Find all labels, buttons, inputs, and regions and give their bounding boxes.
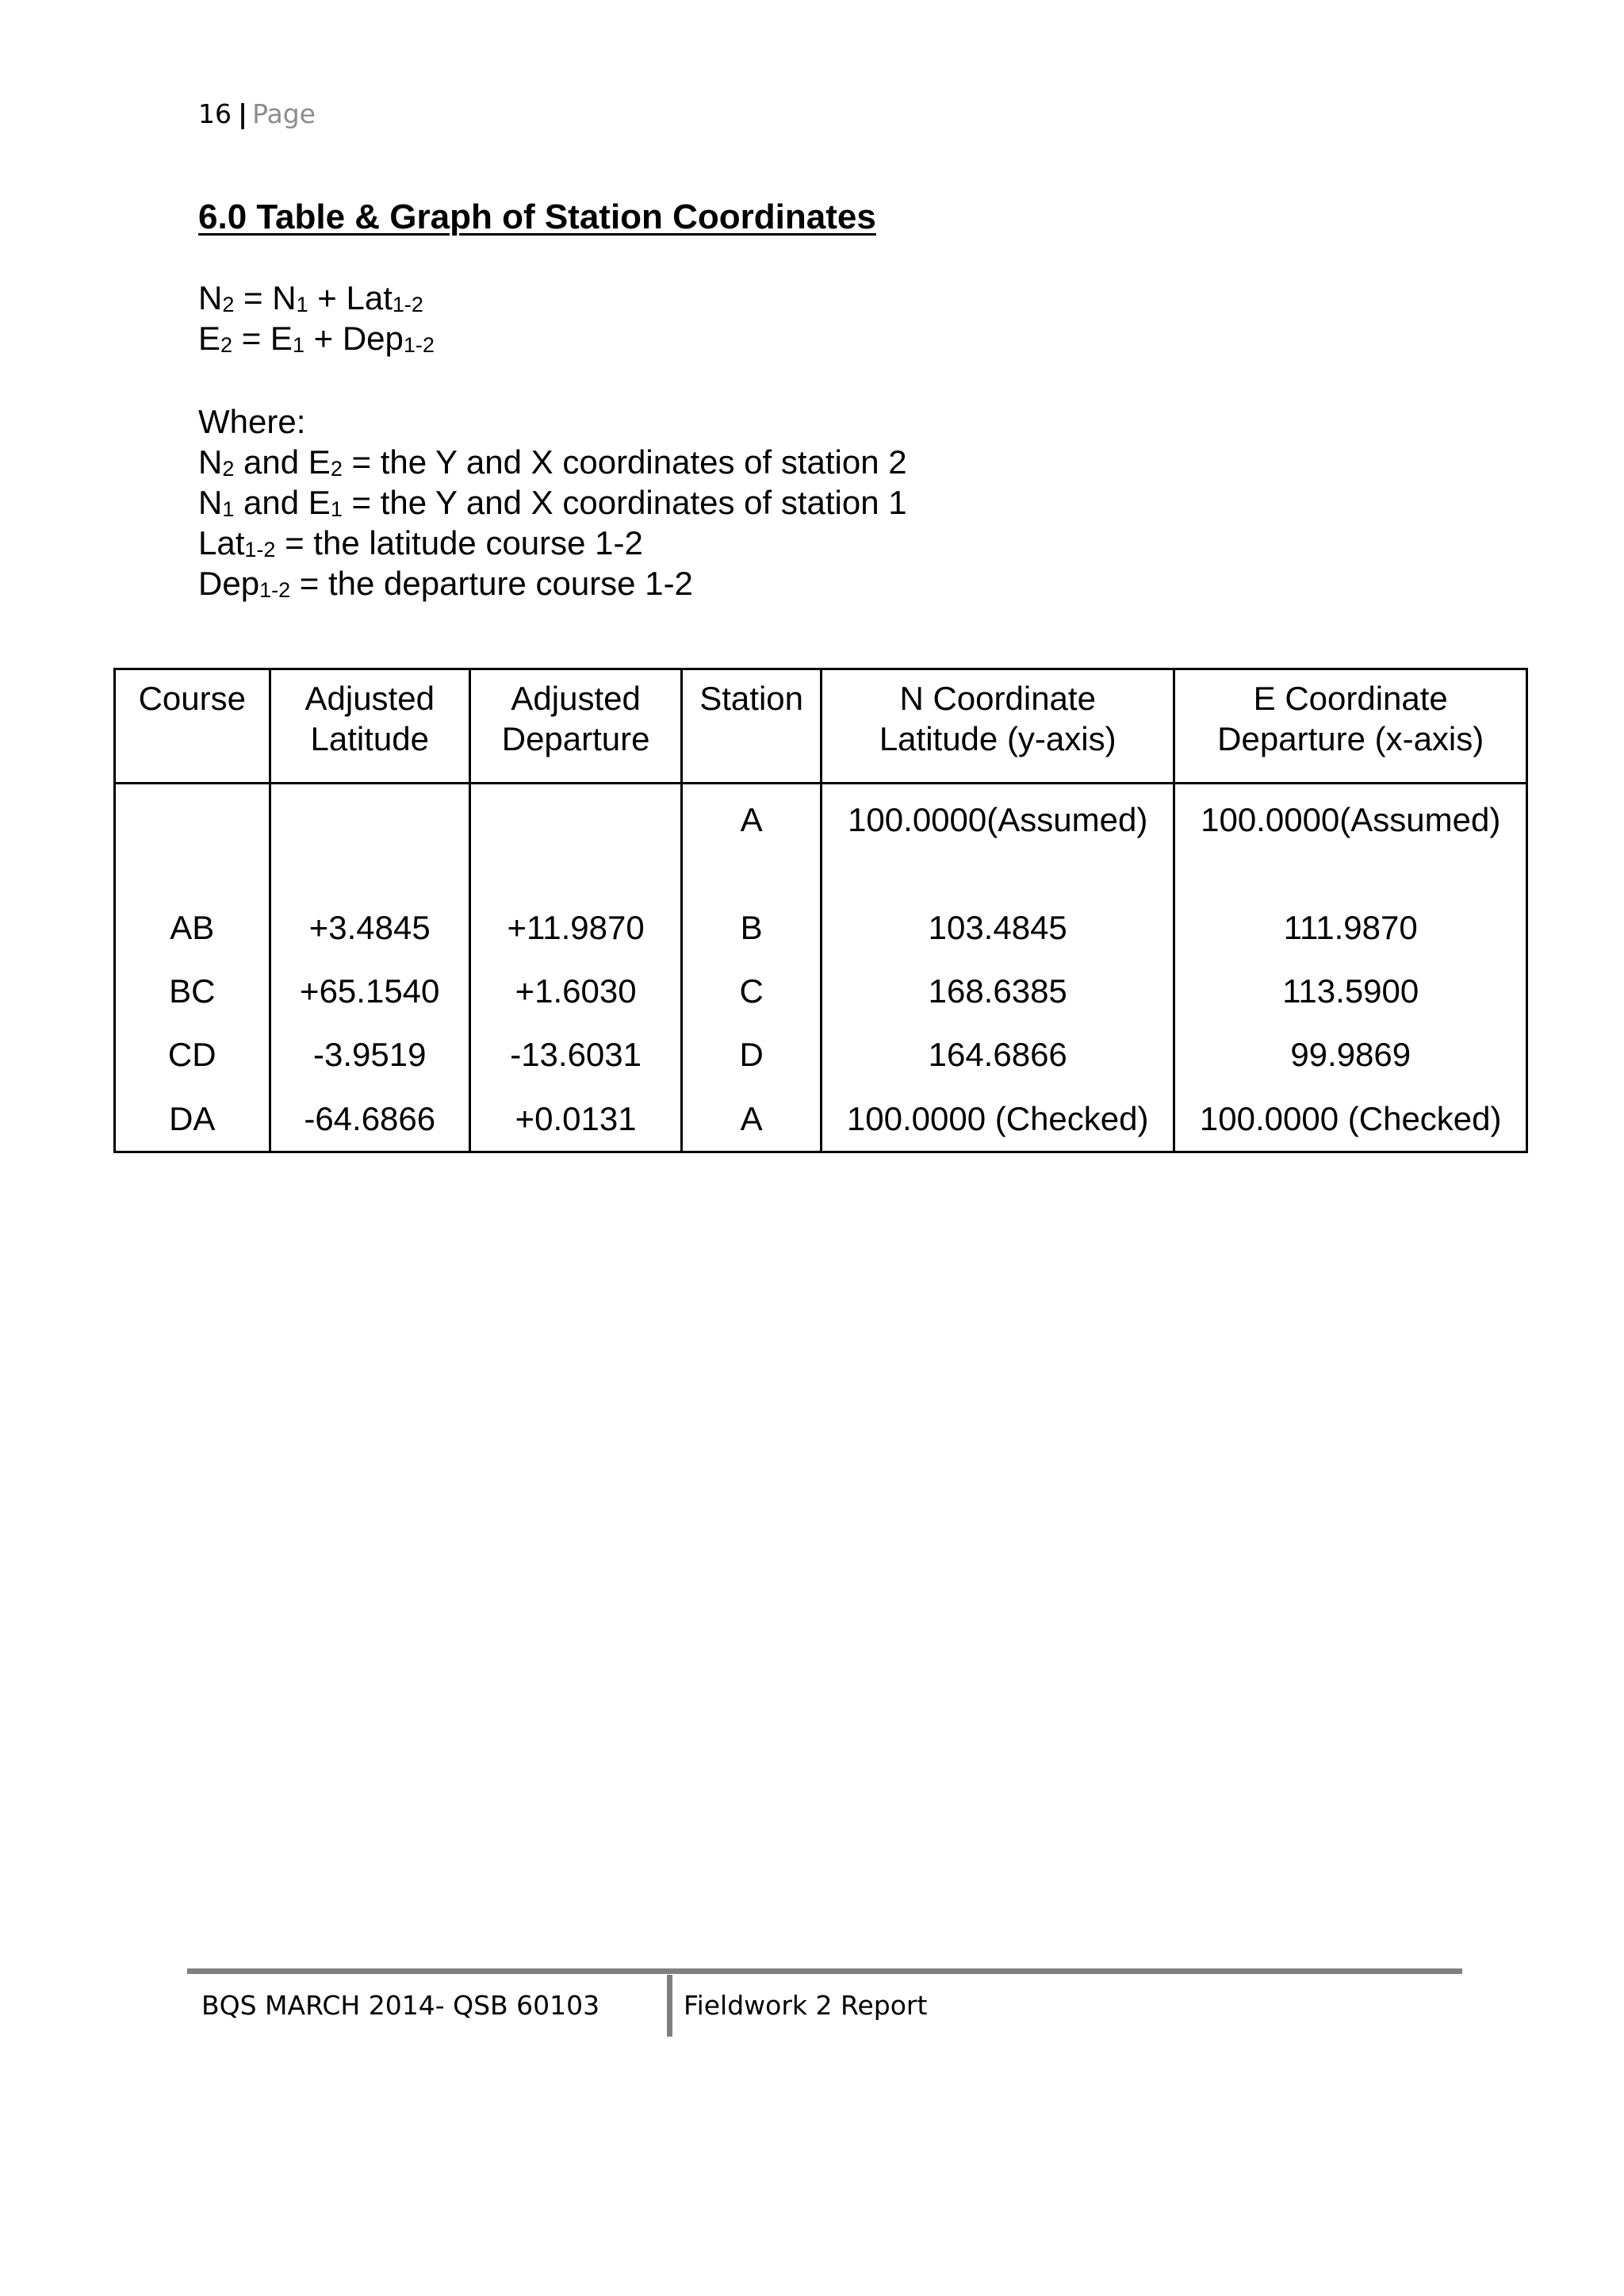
cell-station: C [682,959,822,1022]
cell-e-coordinate: 100.0000(Assumed) [1174,784,1527,852]
cell-n-coordinate: 100.0000(Assumed) [821,784,1174,852]
footer-rule [187,1968,1462,1974]
where-line-station-2: $N_2$ and $E_2$ = the Y and X coordinates of station 2 [198,443,907,481]
table-row [115,959,1527,1022]
formula-block [198,278,435,358]
where-line-station-1: $N_1$ and $E_1$ = the Y and X coordinates of station 1 [198,484,907,521]
page-header [198,94,316,135]
cell-station: B [682,851,822,959]
cell-e-coordinate: 100.0000 (Checked) [1174,1086,1527,1152]
cell-adjusted-latitude: +65.1540 [270,959,469,1022]
where-block [198,401,907,604]
header-station: Station [682,669,822,784]
cell-station: D [682,1022,822,1086]
cell-course: BC [115,959,270,1022]
table-row [115,851,1527,959]
header-adjusted-departure: Adjusted Departure [469,669,681,784]
cell-adjusted-latitude: -64.6866 [270,1086,469,1152]
cell-adjusted-departure: +0.0131 [469,1086,681,1152]
cell-course: DA [115,1086,270,1152]
cell-station: A [682,1086,822,1152]
station-coordinates-table [113,668,1528,1153]
cell-station: A [682,784,822,852]
page-separator: | [238,98,248,129]
table-header-row [115,669,1527,784]
page-word: Page [252,98,316,129]
cell-e-coordinate: 99.9869 [1174,1022,1527,1086]
footer-report-title: Fieldwork 2 Report [684,1990,928,2021]
cell-n-coordinate: 164.6866 [821,1022,1174,1086]
formula-easting: $E_2 = E_1 + Dep_{1-2}$ [198,320,435,357]
cell-adjusted-latitude: -3.9519 [270,1022,469,1086]
cell-course: AB [115,851,270,959]
table-row [115,1086,1527,1152]
cell-course: CD [115,1022,270,1086]
cell-course [115,784,270,852]
header-e-coordinate: E Coordinate Departure (x-axis) [1174,669,1527,784]
where-label: Where: [198,403,306,440]
cell-adjusted-departure: -13.6031 [469,1022,681,1086]
footer-divider [667,1975,672,2037]
where-line-departure: Dep$_{1-2}$ = the departure course 1-2 [198,565,693,602]
cell-adjusted-latitude: +3.4845 [270,851,469,959]
cell-n-coordinate: 103.4845 [821,851,1174,959]
cell-adjusted-departure: +11.9870 [469,851,681,959]
where-line-latitude: Lat$_{1-2}$ = the latitude course 1-2 [198,524,643,562]
cell-adjusted-departure: +1.6030 [469,959,681,1022]
header-course: Course [115,669,270,784]
cell-adjusted-latitude [270,784,469,852]
formula-northing: $N_2 = N_1 + Lat_{1-2}$ [198,279,423,316]
table-row [115,784,1527,852]
section-title: 6.0 Table & Graph of Station Coordinates [198,197,876,236]
cell-adjusted-departure [469,784,681,852]
cell-n-coordinate: 100.0000 (Checked) [821,1086,1174,1152]
cell-e-coordinate: 113.5900 [1174,959,1527,1022]
table-row [115,1022,1527,1086]
footer-course-code: BQS MARCH 2014- QSB 60103 [201,1990,600,2021]
header-n-coordinate: N Coordinate Latitude (y-axis) [821,669,1174,784]
page-number: 16 [198,98,232,129]
cell-n-coordinate: 168.6385 [821,959,1174,1022]
header-adjusted-latitude: Adjusted Latitude [270,669,469,784]
cell-e-coordinate: 111.9870 [1174,851,1527,959]
